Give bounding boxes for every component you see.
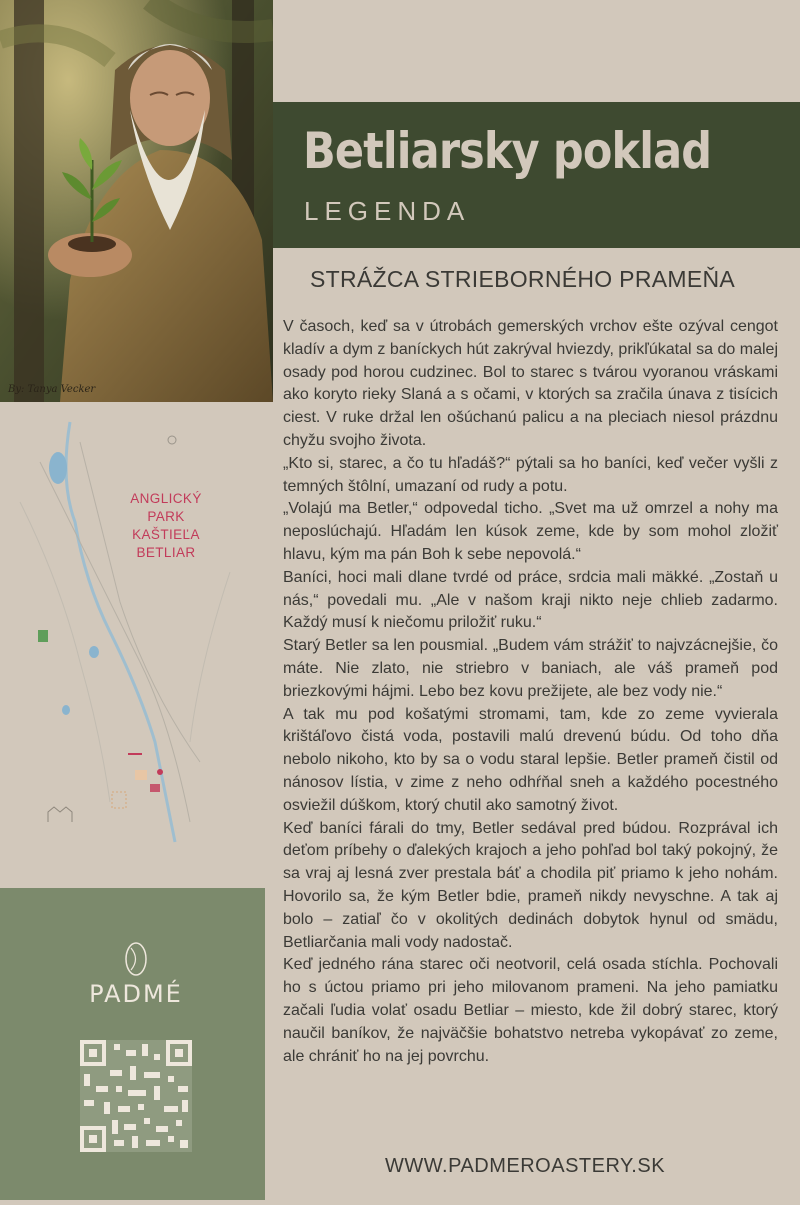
story-paragraph: Keď baníci fárali do tmy, Betler sedával pred búdou. Rozprával ich deťom príbehy o ďalekých krajoch a jeho pohľad bol taký pokojný, že sa vraj aj lesná zver prestala báť a chodila piť priamo k jeho nohám. Hovorilo sa, že kým Betler bdie, prameň nikdy nevyschne. A tak aj bolo – zatiaľ čo v okolitých dedinách dobytok hynul od smädu, Betliarčania mali vody nadostač. <box>283 819 778 951</box>
title-band <box>273 102 800 248</box>
brand-logo-text: PADMÉ <box>89 980 183 1008</box>
story-paragraph: Baníci, hoci mali dlane tvrdé od práce, srdcia mali mäkké. „Zostaň u nás,“ povedali mu. „Ale v našom kraji nikto neje chlieb zadarmo. Každý musí k niečomu priložiť ruku.“ <box>283 568 778 632</box>
map-label-line: PARK <box>147 509 185 524</box>
map-drawing <box>0 402 273 888</box>
map-label <box>126 490 206 562</box>
page-title: Betliarsky poklad <box>303 122 712 180</box>
story-paragraph: V časoch, keď sa v útrobách gemerských vrchov ešte ozýval cengot kladív a dym z baníckych hút zakrýval hviezdy, prikľúkatal sa do malej osady pod horou cudzinec. Bol to starec s tvárou vyoranou vráskami ako koryto rieky Slaná a s očami, v ktorých sa zračila únava z tisícich ciest. V ruke držal len ošúchanú palicu a na pleciach niesol prázdnu chyžu svojho života. <box>283 318 778 449</box>
elder-painting <box>0 0 273 402</box>
padme-logo-mark <box>126 943 146 975</box>
park-map <box>0 402 273 888</box>
map-label-line: BETLIAR <box>136 545 196 560</box>
painting-illustration <box>0 0 273 402</box>
page-subtitle: LEGENDA <box>304 196 471 226</box>
map-label-line: ANGLICKÝ <box>130 491 202 506</box>
story-paragraph: Keď jedného rána starec oči neotvoril, celá osada stíchla. Pochovali ho s úctou priamo pri jeho milovanom prameni. Na jeho pamiatku začali ľudia volať osadu Betliar – miesto, kde žil dobrý starec, ktorý naučil baníkov, že najväčšie bohatstvo netreba vykopávať zo zeme, ale chrániť ho na jej povrchu. <box>283 956 778 1065</box>
qr-code <box>80 1040 192 1152</box>
section-heading: STRÁŽCA STRIEBORNÉHO PRAMEŇA <box>310 266 736 292</box>
brand-graphics <box>0 888 265 1200</box>
story-paragraph: „Kto si, starec, a čo tu hľadáš?“ pýtali sa ho baníci, keď večer vyšli z temných štôlní, umazaní od rudy a potu. <box>283 454 778 495</box>
story-paragraph: „Volajú ma Betler,“ odpovedal ticho. „Svet ma už omrzel a nohy ma neposlúchajú. Hľadám len kúsok zeme, kde by som mohol zložiť hlavu, kým ma pán Boh k sebe nepovolá.“ <box>283 500 778 563</box>
brand-panel <box>0 888 265 1200</box>
legend-story <box>283 316 778 1068</box>
story-paragraph: A tak mu pod košatými stromami, tam, kde zo zeme vyvierala krištáľovo čistá voda, postavili malú drevenú búdu. Od toho dňa nebolo nikoho, kto by sa o vodu staral lepšie. Betler prameň čistil od nánosov lístia, v zime z neho odhŕňal sneh a každého pocestného osviežil dúškom, ktorý chutil ako samotný život. <box>283 705 778 814</box>
story-paragraph: Starý Betler sa len pousmial. „Budem vám strážiť to najvzácnejšie, čo máte. Nie zlato, nie striebro v baniach, ale váš prameň pod briezkovými hájmi. Lebo bez kovu prežijete, ale bez vody nie.“ <box>283 637 778 700</box>
artist-signature: By: Tanya Vecker <box>8 384 96 395</box>
map-label-line: KAŠTIEĽA <box>132 527 200 542</box>
website-link[interactable]: WWW.PADMEROASTERY.SK <box>385 1155 666 1177</box>
